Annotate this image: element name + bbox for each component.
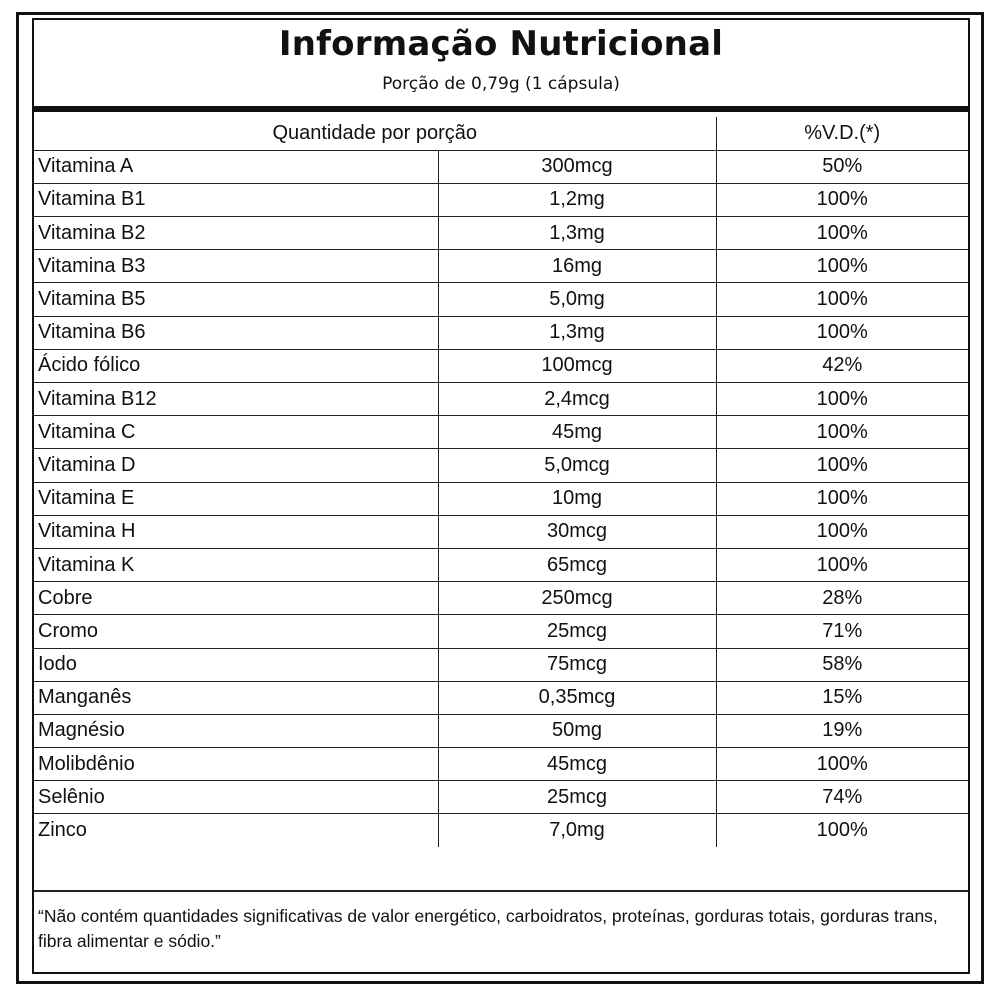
- nutrient-name: Vitamina E: [34, 482, 438, 515]
- nutrient-amount: 5,0mg: [438, 283, 716, 316]
- nutrient-daily-value: 71%: [716, 615, 968, 648]
- nutrient-name: Vitamina B1: [34, 183, 438, 216]
- nutrient-amount: 16mg: [438, 250, 716, 283]
- nutrient-name: Ácido fólico: [34, 349, 438, 382]
- nutrient-amount: 2,4mcg: [438, 383, 716, 416]
- nutrient-amount: 50mg: [438, 714, 716, 747]
- table-row: [34, 416, 968, 449]
- table-row: [34, 316, 968, 349]
- table-row: [34, 548, 968, 581]
- nutrient-amount: 1,3mg: [438, 316, 716, 349]
- serving-size: Porção de 0,79g (1 cápsula): [382, 74, 620, 94]
- nutrient-name: Vitamina H: [34, 515, 438, 548]
- nutrient-name: Vitamina B5: [34, 283, 438, 316]
- nutrient-daily-value: 50%: [716, 150, 968, 183]
- nutrient-name: Iodo: [34, 648, 438, 681]
- table-row: [34, 217, 968, 250]
- table-row: [34, 582, 968, 615]
- nutrient-daily-value: 100%: [716, 316, 968, 349]
- nutrient-daily-value: 58%: [716, 648, 968, 681]
- nutrient-amount: 75mcg: [438, 648, 716, 681]
- nutrient-daily-value: 100%: [716, 814, 968, 847]
- nutrient-name: Vitamina D: [34, 449, 438, 482]
- nutrient-name: Magnésio: [34, 714, 438, 747]
- table-row: [34, 283, 968, 316]
- table-row: [34, 183, 968, 216]
- nutrient-name: Vitamina B3: [34, 250, 438, 283]
- nutrient-daily-value: 74%: [716, 781, 968, 814]
- nutrient-name: Vitamina A: [34, 150, 438, 183]
- nutrient-name: Vitamina B6: [34, 316, 438, 349]
- nutrient-name: Vitamina B2: [34, 217, 438, 250]
- nutrient-amount: 45mg: [438, 416, 716, 449]
- nutrient-name: Vitamina C: [34, 416, 438, 449]
- header-divider: [34, 106, 968, 112]
- table-header-row: [34, 117, 968, 150]
- nutrient-daily-value: 100%: [716, 250, 968, 283]
- page-title: Informação Nutricional: [278, 24, 724, 64]
- table-row: [34, 714, 968, 747]
- nutrient-amount: 25mcg: [438, 781, 716, 814]
- table-row: [34, 515, 968, 548]
- nutrient-name: Selênio: [34, 781, 438, 814]
- nutrient-name: Cobre: [34, 582, 438, 615]
- nutrient-name: Manganês: [34, 681, 438, 714]
- table-row: [34, 383, 968, 416]
- table-row: [34, 748, 968, 781]
- nutrient-name: Vitamina K: [34, 548, 438, 581]
- nutrient-daily-value: 100%: [716, 449, 968, 482]
- table-row: [34, 681, 968, 714]
- nutrient-daily-value: 100%: [716, 283, 968, 316]
- table-row: [34, 349, 968, 382]
- nutrient-daily-value: 100%: [716, 383, 968, 416]
- nutrient-daily-value: 100%: [716, 183, 968, 216]
- table-row: [34, 781, 968, 814]
- nutrient-amount: 1,3mg: [438, 217, 716, 250]
- column-header-dv: %V.D.(*): [716, 117, 968, 150]
- nutrient-amount: 250mcg: [438, 582, 716, 615]
- nutrient-amount: 300mcg: [438, 150, 716, 183]
- table-row: [34, 814, 968, 847]
- nutrition-facts-panel: [32, 18, 970, 974]
- nutrient-name: Zinco: [34, 814, 438, 847]
- nutrient-daily-value: 28%: [716, 582, 968, 615]
- table-row: [34, 648, 968, 681]
- nutrient-daily-value: 100%: [716, 217, 968, 250]
- nutrient-daily-value: 19%: [716, 714, 968, 747]
- nutrient-daily-value: 100%: [716, 515, 968, 548]
- table-row: [34, 150, 968, 183]
- nutrient-daily-value: 42%: [716, 349, 968, 382]
- footnote: “Não contém quantidades significativas de valor energético, carboidratos, proteínas, gorduras totais, gorduras trans, fibra alimentar e sódio.”: [38, 906, 938, 951]
- table-row: [34, 482, 968, 515]
- nutrient-daily-value: 100%: [716, 748, 968, 781]
- table-row: [34, 449, 968, 482]
- nutrient-amount: 30mcg: [438, 515, 716, 548]
- nutrient-name: Molibdênio: [34, 748, 438, 781]
- nutrient-amount: 5,0mcg: [438, 449, 716, 482]
- table-row: [34, 250, 968, 283]
- nutrient-daily-value: 100%: [716, 482, 968, 515]
- nutrient-amount: 0,35mcg: [438, 681, 716, 714]
- nutrient-amount: 25mcg: [438, 615, 716, 648]
- nutrient-amount: 100mcg: [438, 349, 716, 382]
- nutrient-daily-value: 15%: [716, 681, 968, 714]
- nutrient-amount: 10mg: [438, 482, 716, 515]
- nutrient-amount: 65mcg: [438, 548, 716, 581]
- nutrient-amount: 7,0mg: [438, 814, 716, 847]
- nutrient-name: Cromo: [34, 615, 438, 648]
- table-row: [34, 615, 968, 648]
- nutrition-table: [34, 117, 968, 847]
- column-header-amount: Quantidade por porção: [272, 121, 478, 144]
- nutrient-name: Vitamina B12: [34, 383, 438, 416]
- footer-divider: [34, 890, 968, 892]
- nutrient-daily-value: 100%: [716, 548, 968, 581]
- nutrient-amount: 45mcg: [438, 748, 716, 781]
- nutrient-amount: 1,2mg: [438, 183, 716, 216]
- nutrient-daily-value: 100%: [716, 416, 968, 449]
